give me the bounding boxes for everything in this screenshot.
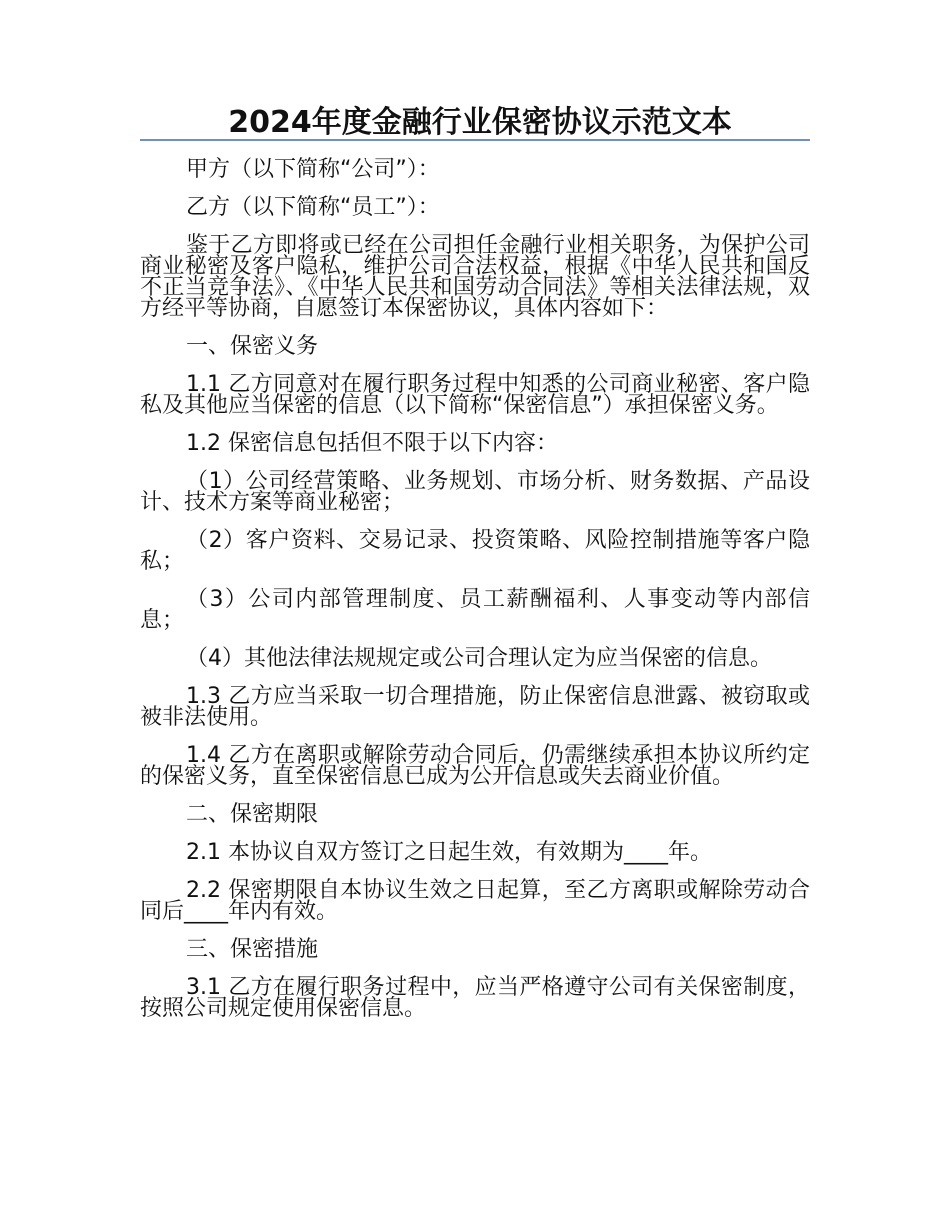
clause-1-3: 1.3 乙方应当采取一切合理措施，防止保密信息泄露、被窃取或被非法使用。 [140, 684, 810, 730]
clause-1-2-item-3: （3）公司内部管理制度、员工薪酬福利、人事变动等内部信息； [140, 587, 810, 633]
clause-2-1: 2.1 本协议自双方签订之日起生效，有效期为____年。 [186, 840, 712, 865]
clause-3-1: 3.1 乙方在履行职务过程中，应当严格遵守公司有关保密制度，按照公司规定使用保密信息。 [140, 975, 810, 1021]
clause-1-1: 1.1 乙方同意对在履行职务过程中知悉的公司商业秘密、客户隐私及其他应当保密的信息（以下简称“保密信息”）承担保密义务。 [140, 372, 810, 418]
preamble-paragraph: 鉴于乙方即将或已经在公司担任金融行业相关职务，为保护公司商业秘密及客户隐私，维护公司合法权益，根据《中华人民共和国反不正当竞争法》、《中华人民共和国劳动合同法》等相关法律法规，双方经平等协商，自愿签订本保密协议，具体内容如下： [140, 233, 810, 321]
clause-1-2-item-1: （1）公司经营策略、业务规划、市场分析、财务数据、产品设计、技术方案等商业秘密； [140, 469, 810, 515]
document-body [140, 155, 810, 1032]
section-heading-confidentiality-measures: 三、保密措施 [186, 937, 319, 962]
document-title: 2024年度金融行业保密协议示范文本 [228, 105, 732, 140]
clause-1-4: 1.4 乙方在离职或解除劳动合同后，仍需继续承担本协议所约定的保密义务，直至保密信息已成为公开信息或失去商业价值。 [140, 743, 810, 789]
section-heading-confidentiality-period: 二、保密期限 [186, 802, 319, 827]
clause-1-2: 1.2 保密信息包括但不限于以下内容： [186, 431, 558, 456]
party-a-line: 甲方（以下简称“公司”）： [186, 157, 440, 182]
clause-1-2-item-4: （4）其他法律法规规定或公司合理认定为应当保密的信息。 [186, 646, 772, 671]
clause-2-2: 2.2 保密期限自本协议生效之日起算，至乙方离职或解除劳动合同后____年内有效。 [140, 878, 810, 924]
section-heading-confidentiality-obligations: 一、保密义务 [186, 334, 319, 359]
title-underline [140, 139, 810, 141]
clause-1-2-item-2: （2）客户资料、交易记录、投资策略、风险控制措施等客户隐私； [140, 528, 810, 574]
party-b-line: 乙方（以下简称“员工”）： [186, 195, 440, 220]
